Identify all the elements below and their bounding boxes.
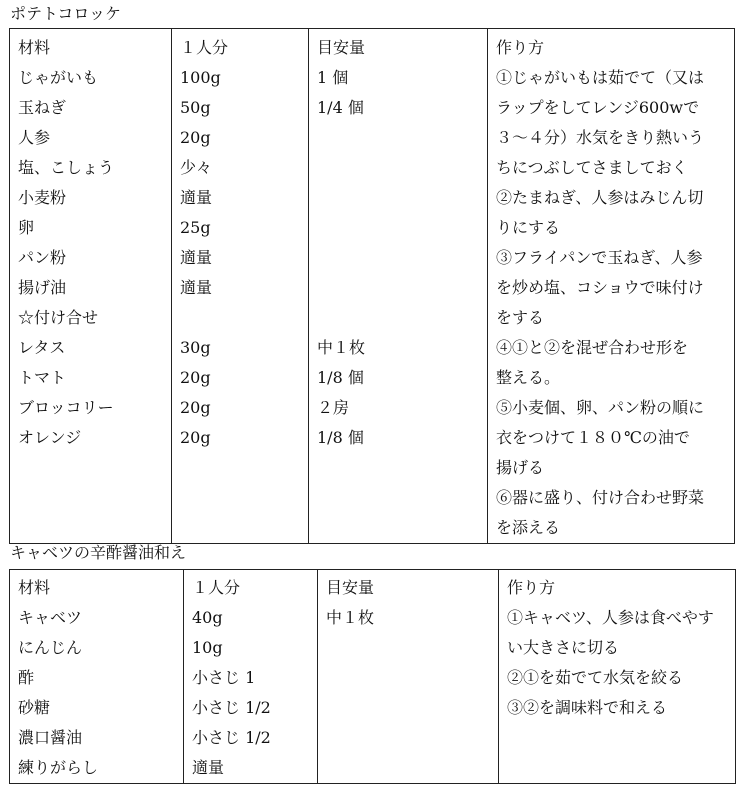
ingredient-amount: 50g [180,98,211,117]
method-line: ⑤小麦個、卵、パン粉の順に [496,398,705,417]
column-header: １人分 [180,38,229,57]
ingredient-measure: 中１枚 [317,338,366,357]
ingredient-name: オレンジ [18,428,82,447]
column-header: 目安量 [317,38,366,57]
ingredient-measure: ２房 [317,398,350,417]
method-line: ④①と②を混ぜ合わせ形を [496,338,689,357]
method-line: 揚げる [496,458,545,477]
ingredient-name: 砂糖 [18,698,51,717]
column-header: 作り方 [496,38,545,57]
ingredient-amount [180,303,308,333]
ingredient-measure [326,723,498,753]
ingredient-measure [317,243,487,273]
column-header: 作り方 [507,578,556,597]
ingredient-amount: 30g [180,338,211,357]
method-line: を炒め塩、コショウで味付け [496,278,704,297]
ingredient-name: 人参 [18,128,51,147]
ingredient-name: 揚げ油 [18,278,67,297]
ingredient-name: パン粉 [18,248,67,267]
method-line: 衣をつけて１８０℃の油で [496,428,690,447]
ingredient-amount: 適量 [180,278,213,297]
ingredient-measure [317,153,487,183]
ingredient-name: キャベツ [18,608,83,627]
ingredient-measure [326,663,498,693]
ingredient-name: にんじん [18,638,83,657]
ingredient-amount: 少々 [180,158,213,177]
method-line: を添える [496,518,561,537]
method-line: ③②を調味料で和える [507,698,668,717]
ingredient-amount: 小さじ 1/2 [192,728,271,747]
method-line: ①キャベツ、人参は食べやす [507,608,714,627]
ingredient-name: 酢 [18,668,35,687]
ingredient-measure [317,303,487,333]
ingredient-measure [317,123,487,153]
ingredient-column [10,29,172,544]
recipe-title: ポテトコロッケ [10,4,122,23]
ingredient-name: トマト [18,368,67,387]
ingredient-measure: 中１枚 [326,608,375,627]
ingredient-name: 練りがらし [18,758,99,777]
method-column [488,29,735,544]
ingredient-amount: 20g [180,128,211,147]
method-line: ③フライパンで玉ねぎ、人参 [496,248,703,267]
recipe-table [9,28,735,544]
column-header: 目安量 [326,578,375,597]
ingredient-name: ブロッコリー [18,398,114,417]
ingredient-name: 玉ねぎ [18,98,67,117]
ingredient-measure: 1/4 個 [317,98,364,117]
ingredient-measure: 1/8 個 [317,368,364,387]
amount-column [172,29,309,544]
ingredient-amount: 25g [180,218,211,237]
ingredient-name: 塩、こしょう [18,158,115,177]
column-header: 材料 [18,38,51,57]
ingredient-amount: 小さじ 1 [192,668,256,687]
recipe-table [9,569,736,784]
ingredient-name: 濃口醤油 [18,728,83,747]
method-line: ①じゃがいもは茹でて（又は [496,68,705,87]
method-line: ラップをしてレンジ600wで [496,98,700,117]
method-line: ３～４分）水気をきり熱いう [496,128,705,147]
column-header: １人分 [192,578,241,597]
ingredient-measure [326,753,498,783]
method-line: ⑥器に盛り、付け合わせ野菜 [496,488,705,507]
ingredient-amount: 適量 [192,758,225,777]
method-line: りにする [496,218,561,237]
method-line: い大きさに切る [507,638,620,657]
method-line: をする [496,308,545,327]
recipe-title: キャベツの辛酢醤油和え [10,543,187,562]
ingredient-name: ☆付け合せ [18,308,99,327]
ingredient-name: 小麦粉 [18,188,67,207]
ingredient-name: レタス [18,338,66,357]
ingredient-measure [317,213,487,243]
ingredient-name: 卵 [18,218,35,237]
ingredient-amount: 20g [180,398,211,417]
ingredient-amount: 100g [180,68,221,87]
ingredient-amount: 小さじ 1/2 [192,698,271,717]
ingredient-measure: 1/8 個 [317,428,364,447]
ingredient-column [10,570,184,784]
method-line: ②①を茹でて水気を絞る [507,668,684,687]
ingredient-measure [326,633,498,663]
method-line: 整える。 [496,368,561,387]
ingredient-measure [317,273,487,303]
ingredient-measure: 1 個 [317,68,349,87]
column-header: 材料 [18,578,51,597]
ingredient-amount: 適量 [180,248,213,267]
ingredient-measure [317,183,487,213]
ingredient-amount: 40g [192,608,223,627]
measure-column [309,29,488,544]
ingredient-amount: 10g [192,638,223,657]
method-line: ②たまねぎ、人参はみじん切 [496,188,704,207]
ingredient-measure [326,693,498,723]
ingredient-amount: 20g [180,368,211,387]
method-column [499,570,736,784]
ingredient-amount: 20g [180,428,211,447]
amount-column [184,570,318,784]
method-line: ちにつぶしてさましておく [496,158,688,177]
measure-column [318,570,499,784]
ingredient-amount: 適量 [180,188,213,207]
ingredient-name: じゃがいも [18,68,99,87]
